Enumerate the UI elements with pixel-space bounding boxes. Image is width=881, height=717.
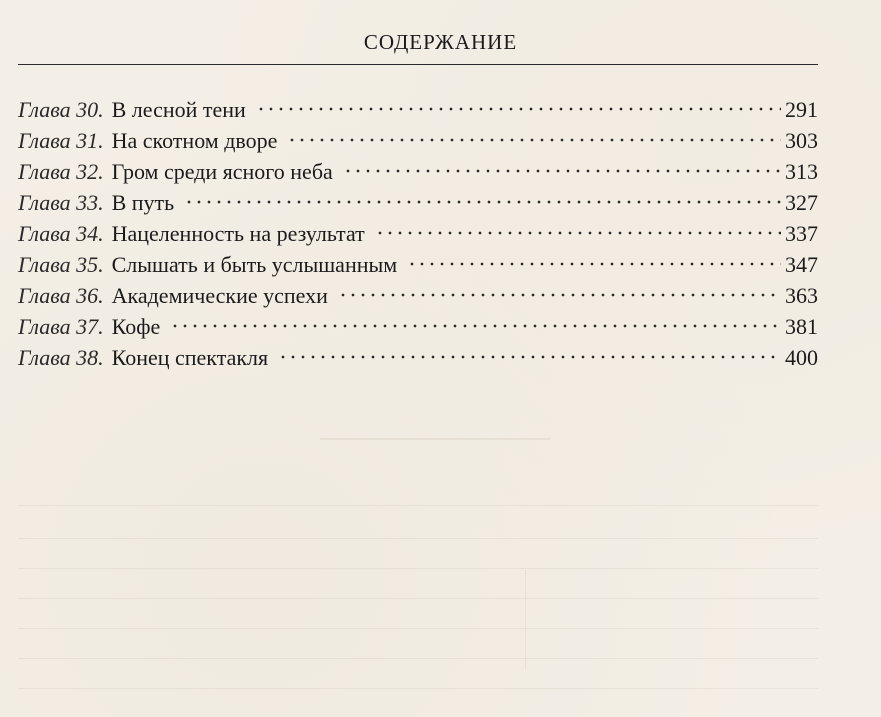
- page-title: СОДЕРЖАНИЕ: [363, 30, 518, 54]
- toc-entry: [18, 190, 818, 221]
- toc-entry: [18, 97, 818, 128]
- dot-leader: [256, 104, 781, 114]
- page-number: 400: [785, 345, 818, 370]
- page-number: 337: [785, 221, 818, 246]
- chapter-number: Глава 35.: [18, 252, 104, 277]
- dot-leader: [338, 290, 781, 300]
- dot-leader: [287, 135, 781, 145]
- page-number: 381: [785, 314, 818, 339]
- chapter-title: В лесной тени: [111, 97, 246, 122]
- dot-leader: [407, 259, 781, 269]
- chapter-number: Глава 31.: [18, 128, 104, 153]
- chapter-number: Глава 38.: [18, 345, 104, 370]
- toc-entry: [18, 128, 818, 159]
- chapter-number: Глава 32.: [18, 159, 104, 184]
- dot-leader: [343, 166, 781, 176]
- chapter-title: Конец спектакля: [111, 345, 269, 370]
- chapter-number: Глава 36.: [18, 283, 104, 308]
- dot-leader: [184, 197, 781, 207]
- toc-entry: [18, 252, 818, 283]
- chapter-title: Академические успехи: [111, 283, 328, 308]
- dot-leader: [170, 321, 781, 331]
- page-number: 347: [785, 252, 818, 277]
- page-number: 327: [785, 190, 818, 215]
- toc-entry: [18, 221, 818, 252]
- chapter-title: Гром среди ясного неба: [111, 159, 333, 184]
- chapter-number: Глава 37.: [18, 314, 104, 339]
- toc-entry: [18, 345, 818, 376]
- chapter-number: Глава 33.: [18, 190, 104, 215]
- chapter-number: Глава 34.: [18, 221, 104, 246]
- chapter-title: Кофе: [111, 314, 161, 339]
- toc-entry: [18, 314, 818, 345]
- chapter-title: Слышать и быть услышанным: [111, 252, 398, 277]
- toc-entry: [18, 159, 818, 190]
- table-of-contents: [18, 97, 818, 376]
- toc-entry: [18, 283, 818, 314]
- dot-leader: [278, 352, 781, 362]
- chapter-title: В путь: [111, 190, 175, 215]
- chapter-title: На скотном дворе: [111, 128, 278, 153]
- show-through-texture: [0, 420, 881, 717]
- chapter-title: Нацеленность на результат: [111, 221, 365, 246]
- dot-leader: [375, 228, 781, 238]
- page-number: 363: [785, 283, 818, 308]
- page-number: 303: [785, 128, 818, 153]
- page-number: 313: [785, 159, 818, 184]
- header-rule: [18, 64, 818, 65]
- chapter-number: Глава 30.: [18, 97, 104, 122]
- page-number: 291: [785, 97, 818, 122]
